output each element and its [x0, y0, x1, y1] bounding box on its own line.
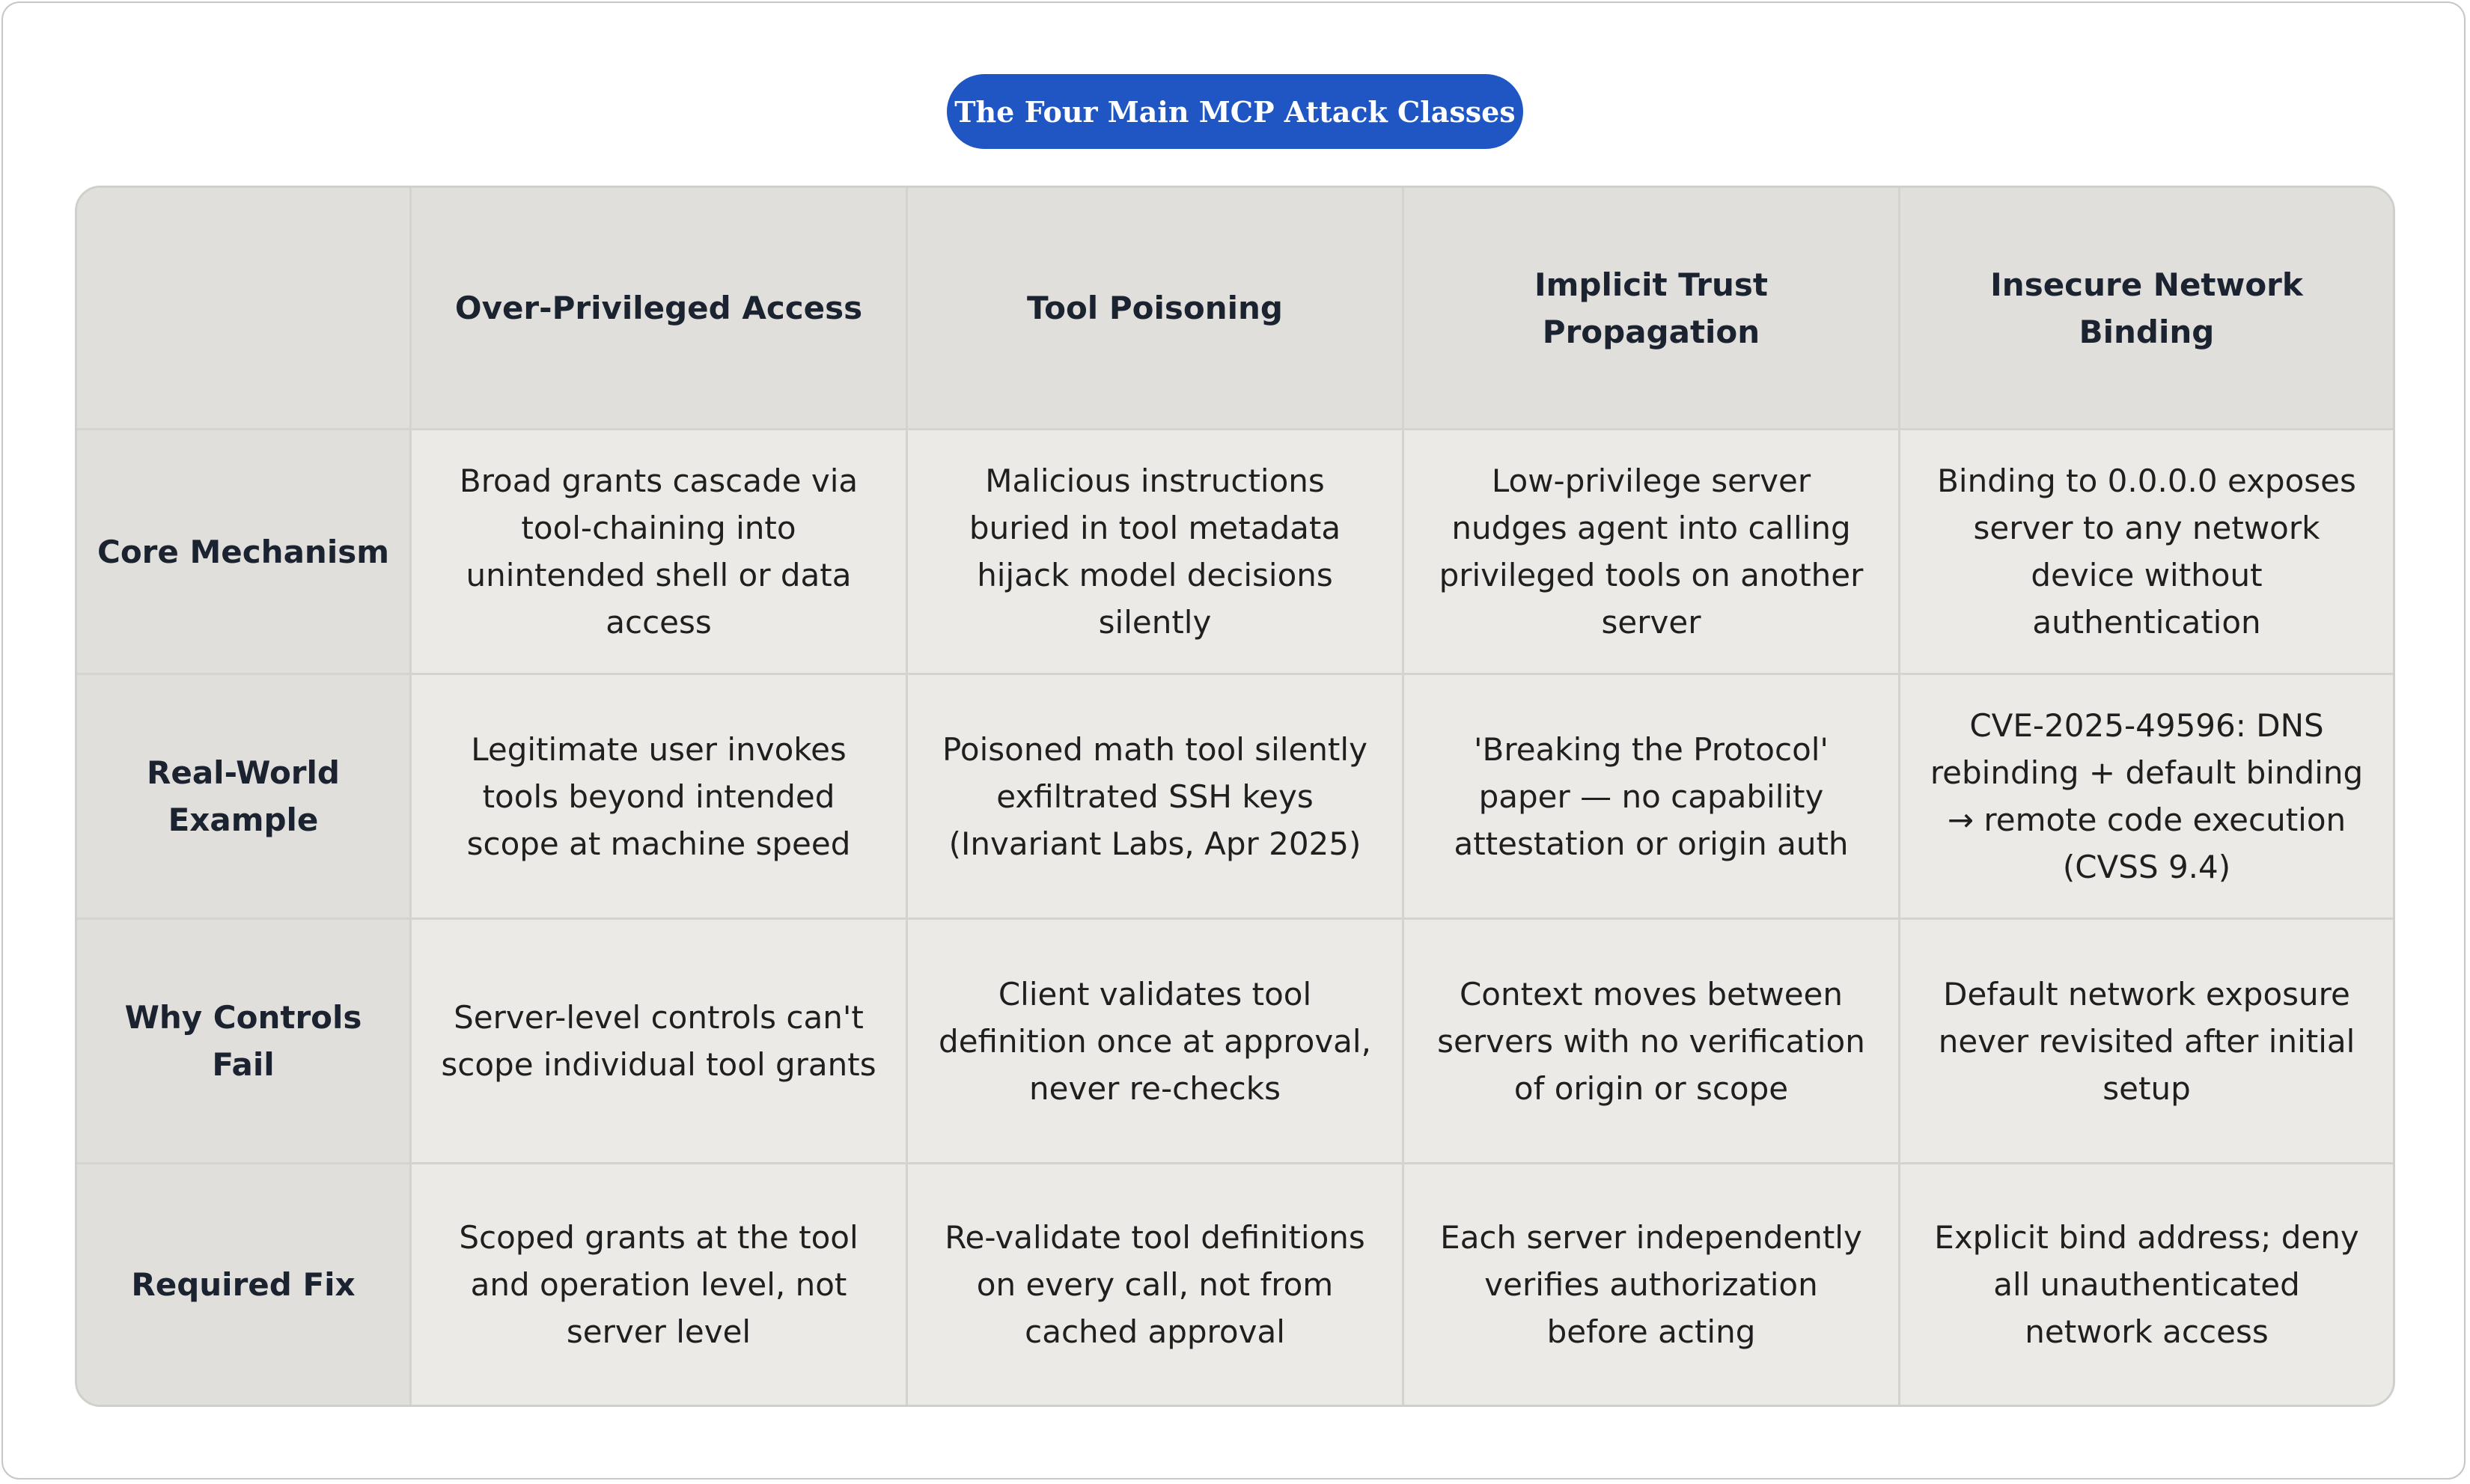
column-header: Insecure Network Binding: [1900, 188, 2393, 430]
column-header: Tool Poisoning: [908, 188, 1404, 430]
table-cell: Broad grants cascade via tool-chaining into unintended shell or data access: [412, 430, 908, 675]
table-cell: Scoped grants at the tool and operation level, not server level: [412, 1164, 908, 1405]
table-cell: Low-privilege server nudges agent into calling privileged tools on another server: [1404, 430, 1900, 675]
table-cell: Client validates tool definition once at approval, never re-checks: [908, 920, 1404, 1164]
row-header: Core Mechanism: [77, 430, 412, 675]
table-cell: Default network exposure never revisited after initial setup: [1900, 920, 2393, 1164]
table-cell: Explicit bind address; deny all unauthenticated network access: [1900, 1164, 2393, 1405]
page-title: The Four Main MCP Attack Classes: [947, 74, 1523, 149]
table-cell: Each server independently verifies authorization before acting: [1404, 1164, 1900, 1405]
table-cell: Binding to 0.0.0.0 exposes server to any network device without authentication: [1900, 430, 2393, 675]
table-cell: Malicious instructions buried in tool metadata hijack model decisions silently: [908, 430, 1404, 675]
row-header: Why Controls Fail: [77, 920, 412, 1164]
table-cell: CVE-2025-49596: DNS rebinding + default binding → remote code execution (CVSS 9.4): [1900, 675, 2393, 920]
table-cell: Poisoned math tool silently exfiltrated SSH keys (Invariant Labs, Apr 2025): [908, 675, 1404, 920]
row-header: Real-World Example: [77, 675, 412, 920]
row-header: Required Fix: [77, 1164, 412, 1405]
table-cell: Server-level controls can't scope individual tool grants: [412, 920, 908, 1164]
table-cell: Re-validate tool definitions on every call, not from cached approval: [908, 1164, 1404, 1405]
attack-classes-table: [75, 186, 2395, 1407]
table-corner-cell: [77, 188, 412, 430]
table-cell: Context moves between servers with no verification of origin or scope: [1404, 920, 1900, 1164]
column-header: Over-Privileged Access: [412, 188, 908, 430]
table-cell: 'Breaking the Protocol' paper — no capability attestation or origin auth: [1404, 675, 1900, 920]
column-header: Implicit Trust Propagation: [1404, 188, 1900, 430]
table-cell: Legitimate user invokes tools beyond intended scope at machine speed: [412, 675, 908, 920]
